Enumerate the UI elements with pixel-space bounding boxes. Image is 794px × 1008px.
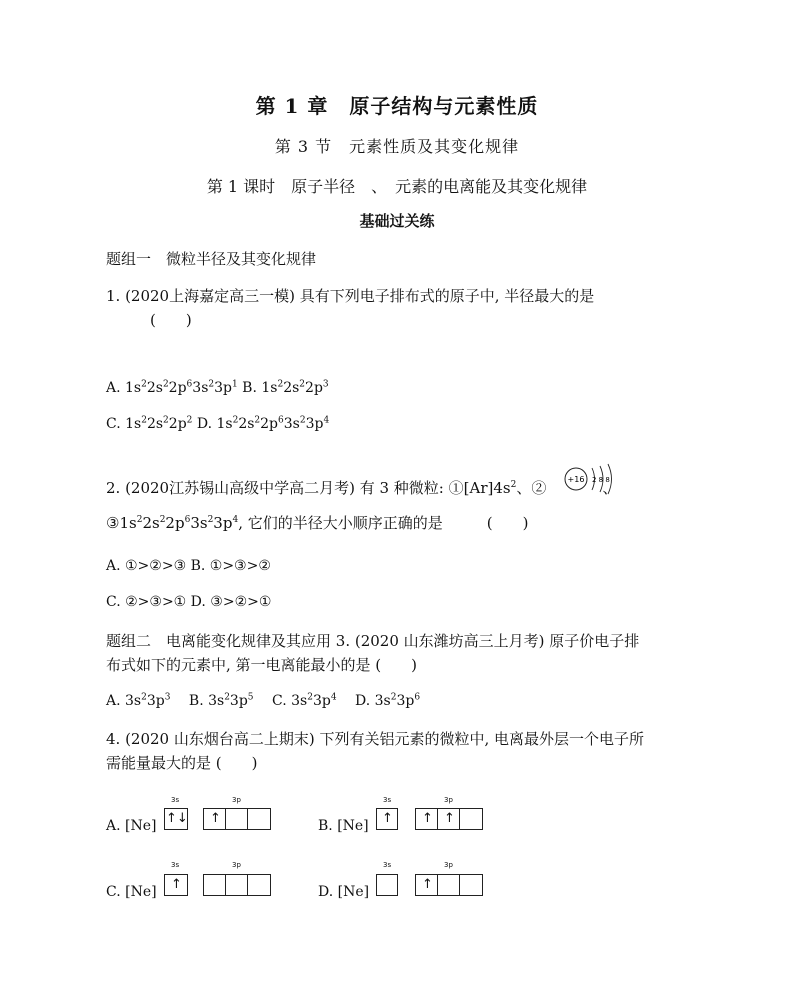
q1-options-ab (106, 380, 329, 396)
arrow-up-icon: ↑ (210, 811, 221, 826)
q2-options-cd: C. ②>③>① D. ③>②>① (106, 594, 272, 610)
q4-b-3p-orbitals (415, 808, 483, 830)
lesson-title: 第 1 课时 原子半径 、 元素的电离能及其变化规律 (206, 177, 588, 196)
q4-c-3p-label: 3p (232, 861, 241, 869)
q4-a-3s-label: 3s (171, 796, 180, 804)
q4-d-3s-orbital (376, 874, 398, 896)
q4-b-3s-orbital (376, 808, 398, 830)
q4-c-3s-label: 3s (171, 861, 180, 869)
q2-options-ab: A. ①>②>③ B. ①>③>② (106, 558, 271, 574)
q4-line2: 需能量最大的是 ( ) (106, 754, 258, 772)
q3-line2: 布式如下的元素中, 第一电离能最小的是 ( ) (106, 656, 418, 674)
atom-structure-diagram (562, 462, 622, 496)
section-title: 第 3 节 元素性质及其变化规律 (274, 137, 520, 156)
arrow-up-icon: ↑ (171, 877, 182, 892)
nucleus-charge: +16 (567, 475, 585, 484)
q1-option-d: D. $1s^22s^22p^63s^23p^4$ (196, 415, 330, 432)
q4-c-3s-orbital (164, 874, 188, 896)
q2-stem-line2: $③1s^22s^22p^63s^23p^4$, 它们的半径大小顺序正确的是 ( ) (106, 514, 529, 532)
q1-option-c: C. $1s^22s^22p^2$ (106, 415, 193, 432)
q1-stem: 1. (2020上海嘉定高三一模) 具有下列电子排布式的原子中, 半径最大的是 (106, 287, 595, 305)
q3-options (106, 690, 420, 710)
q4-d-3p-label: 3p (444, 861, 453, 869)
arrow-up-icon: ↑ (422, 877, 433, 892)
q4-line1: 4. (2020 山东烟台高二上期末) 下列有关铝元素的微粒中, 电离最外层一个电子所 (106, 730, 645, 748)
q4-b-3s-label: 3s (383, 796, 392, 804)
q3-option-c: C. $3s^23p^4$ (271, 692, 337, 709)
arrow-up-icon: ↑ (444, 811, 455, 826)
q3-line1: 题组二 电离能变化规律及其应用 3. (2020 山东潍坊高三上月考) 原子价电子排 (106, 632, 640, 650)
q4-a-3p-label: 3p (232, 796, 241, 804)
q2-stem: 2. (2020江苏锡山高级中学高二月考) 有 3 种微粒: $①[Ar]4s^2$、② 、 (106, 479, 618, 497)
q1-answer-paren: ( ) (150, 311, 192, 329)
chapter-title: 第 1 章 原子结构与元素性质 (255, 94, 539, 118)
q4-b-3p-label: 3p (444, 796, 453, 804)
q3-option-d: D. $3s^23p^6$ (355, 692, 421, 709)
q4-a-3p-orbitals (203, 808, 271, 830)
q4-d-3s-label: 3s (383, 861, 392, 869)
q4-a-3s-orbital (164, 808, 188, 830)
shell-electrons: 2 8 8 (592, 476, 610, 484)
arrow-up-icon: ↑ (422, 811, 433, 826)
q1-option-b: B. $1s^22s^22p^3$ (242, 379, 329, 396)
q4-c-3p-orbitals (203, 874, 271, 896)
arrow-up-icon: ↑ (382, 811, 393, 826)
q3-option-b: B. $3s^23p^5$ (188, 692, 254, 709)
group1-title: 题组一 微粒半径及其变化规律 (106, 250, 317, 268)
q4-option-c-label: C. [Ne] (106, 884, 157, 900)
arrow-updown-icon: ↑↓ (166, 811, 188, 826)
practice-title: 基础过关练 (359, 212, 435, 230)
q4-option-b-label: B. [Ne] (318, 818, 369, 834)
q4-option-a-label: A. [Ne] (106, 818, 157, 834)
q4-d-3p-orbitals (415, 874, 483, 896)
q3-option-a: A. $3s^23p^3$ (106, 692, 171, 709)
q1-option-a: A. $1s^22s^22p^63s^23p^1$ (106, 379, 238, 396)
q1-options-cd (106, 416, 329, 432)
q4-option-d-label: D. [Ne] (318, 884, 370, 900)
